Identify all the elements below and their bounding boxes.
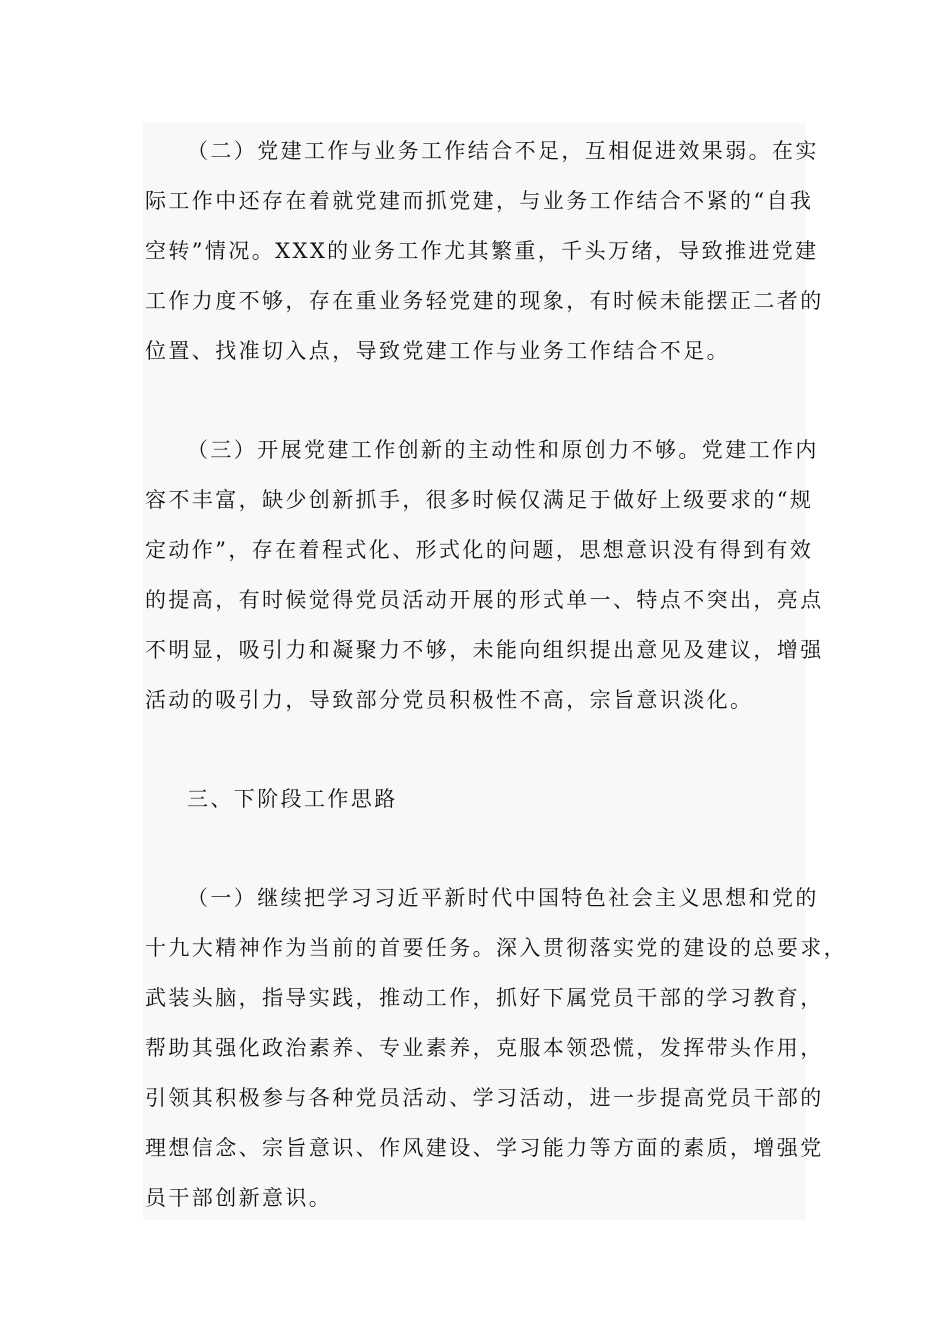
paragraph-line: 员干部创新意识。 <box>145 1186 333 1210</box>
paragraph-line: 位置、找准切入点，导致党建工作与业务工作结合不足。 <box>145 339 730 363</box>
paragraph-line: 空转”情况。XXX的业务工作尤其繁重，千头万绪，导致推进党建 <box>145 239 819 263</box>
paragraph-line: 十九大精神作为当前的首要任务。深入贯彻落实党的建设的总要求， <box>145 936 847 960</box>
paragraph-line: 工作力度不够，存在重业务轻党建的现象，有时候未能摆正二者的 <box>145 289 824 313</box>
paragraph-line: （一）继续把学习习近平新时代中国特色社会主义思想和党的 <box>187 886 819 910</box>
section-heading: 三、下阶段工作思路 <box>187 787 398 811</box>
paragraph-line: 引领其积极参与各种党员活动、学习活动，进一步提高党员干部的 <box>145 1086 824 1110</box>
paragraph-line: （二）党建工作与业务工作结合不足，互相促进效果弱。在实 <box>187 139 819 163</box>
paragraph-line: 际工作中还存在着就党建而抓党建，与业务工作结合不紧的“自我 <box>145 189 814 213</box>
paragraph-line: 活动的吸引力，导致部分党员积极性不高，宗旨意识淡化。 <box>145 688 754 712</box>
paragraph-line: （三）开展党建工作创新的主动性和原创力不够。党建工作内 <box>187 438 819 462</box>
paragraph-line: 定动作”，存在着程式化、形式化的问题，思想意识没有得到有效 <box>145 538 814 562</box>
paragraph-line: 的提高，有时候觉得党员活动开展的形式单一、特点不突出，亮点 <box>145 588 824 612</box>
paragraph-line: 帮助其强化政治素养、专业素养，克服本领恐慌，发挥带头作用， <box>145 1036 824 1060</box>
paragraph-line: 容不丰富，缺少创新抓手，很多时候仅满足于做好上级要求的“规 <box>145 488 814 512</box>
paragraph-line: 武装头脑，指导实践，推动工作，抓好下属党员干部的学习教育， <box>145 986 824 1010</box>
paragraph-line: 不明显，吸引力和凝聚力不够，未能向组织提出意见及建议，增强 <box>145 638 824 662</box>
paragraph-line: 理想信念、宗旨意识、作风建设、学习能力等方面的素质，增强党 <box>145 1136 824 1160</box>
